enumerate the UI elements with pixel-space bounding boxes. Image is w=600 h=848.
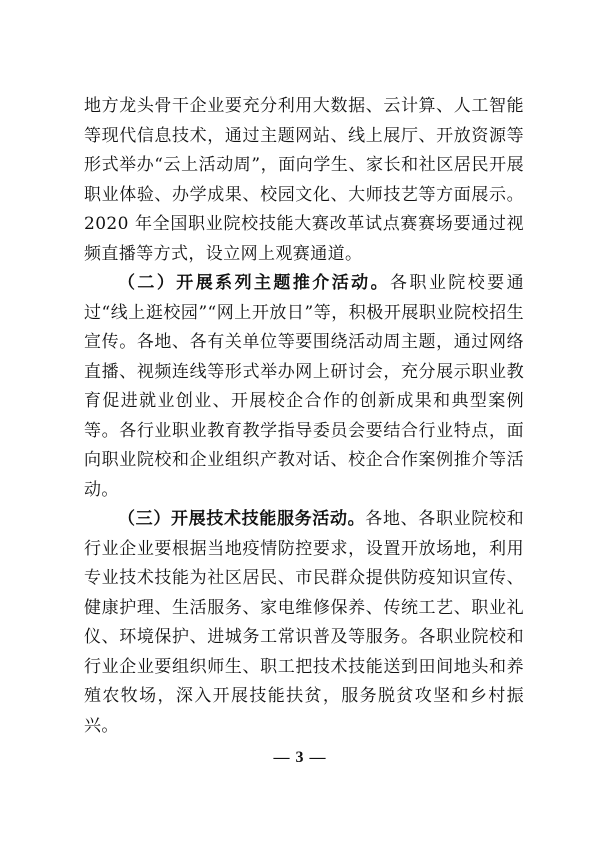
paragraph-2-text: 各职业院校要通过“线上逛校园”“网上开放日”等，积极开展职业院校招生宣传。各地、各有关单位等要围绕活动周主题，通过网络直播、视频连线等形式举办网上研讨会，充分展示职业教育促进就业创业、开展校企合作的创新成果和典型案例等。各行业职业教育教学指导委员会要结合行业特点，面向职业院校和企业组织产教对话、校企合作案例推介等活动。 [84,273,524,500]
document-body [84,92,524,741]
section-heading-2: （二）开展系列主题推介活动。 [118,273,391,293]
paragraph-1-text: 地方龙头骨干企业要充分利用大数据、云计算、人工智能等现代信息技术，通过主题网站、线上展厅、开放资源等形式举办“云上活动周”，面向学生、家长和社区居民开展职业体验、办学成果、校园文化、大师技艺等方面展示。2020 年全国职业院校技能大赛改革试点赛赛场要通过视频直播等方式，设立网上观赛通道。 [84,96,524,264]
paragraph-2 [84,269,524,505]
page-number: — 3 — [273,749,327,766]
section-heading-3: （三）开展技术技能服务活动。 [118,509,366,529]
paragraph-3 [84,505,524,741]
paragraph-1 [84,92,524,269]
paragraph-3-text: 各地、各职业院校和行业企业要根据当地疫情防控要求，设置开放场地，利用专业技术技能为社区居民、市民群众提供防疫知识宣传、健康护理、生活服务、家电维修保养、传统工艺、职业礼仪、环境保护、进城务工常识普及等服务。各职业院校和行业企业要组织师生、职工把技术技能送到田间地头和养殖农牧场，深入开展技能扶贫，服务脱贫攻坚和乡村振兴。 [84,509,524,736]
